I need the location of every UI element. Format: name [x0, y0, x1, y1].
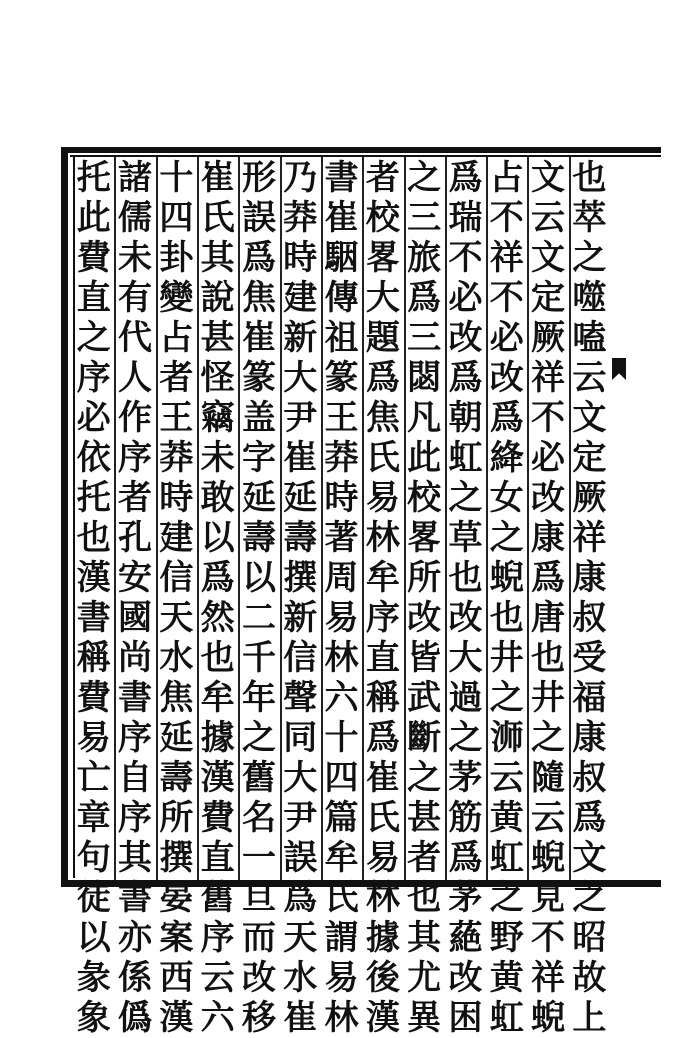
text-column: 乃 莽 時 建 新 大 尹 崔 延 壽 撰 新 信 聲 同 大 尹 誤 爲 天 水 崔 — [283, 158, 318, 1038]
text-column: 崔 氏 其 說 甚 怪 竊 未 敢 以 爲 然 也 牟 據 漢 費 直 舊 序 云 六 — [200, 158, 235, 1038]
text-column: 爲 瑞 不 必 改 爲 朝 虹 之 草 也 改 大 過 之 茅 筋 爲 茅 蕝 改 困 — [448, 158, 483, 1038]
text-column: 者 校 畧 大 題 爲 焦 氏 易 林 牟 序 直 稱 爲 崔 氏 易 林 據 後 漢 — [365, 158, 400, 1038]
text-column: 十 四 卦 變 占 者 王 莽 時 建 信 天 水 焦 延 壽 所 撰 晏 案 西 漢 — [159, 158, 194, 1038]
text-column: 托 此 費 直 之 序 必 依 托 也 漢 書 稱 費 易 亡 章 句 徒 以 彖 象 — [76, 158, 111, 1038]
text-column: 之 三 旅 爲 三 閟 凡 此 校 畧 所 改 皆 武 斷 之 甚 者 也 其 尤 異 — [407, 158, 442, 1038]
frame-inner-top-line — [70, 155, 661, 157]
text-column: 形 誤 爲 焦 崔 篆 盖 字 延 壽 以 二 千 年 之 舊 名 一 旦 而 改 移 — [241, 158, 276, 1038]
text-column: 也 萃 之 噬 嗑 云 文 定 厥 祥 康 叔 受 福 康 叔 爲 文 之 昭 故 上 — [572, 158, 607, 1038]
text-column: 諸 儒 未 有 代 人 作 序 者 孔 安 國 尚 書 序 自 序 其 書 亦 係 僞 — [118, 158, 153, 1038]
text-column: 文 云 文 定 厥 祥 不 必 改 康 爲 唐 也 井 之 隨 云 蜺 見 不 祥 蜺 — [531, 158, 566, 1038]
text-column: 占 不 祥 不 必 改 爲 絳 女 之 蜺 也 井 之 浉 云 黄 虹 之 野 黄 虹 — [489, 158, 524, 1038]
text-column: 書 崔 駰 傳 祖 篆 王 莽 時 著 周 易 林 六 十 四 篇 牟 氏 謂 易 林 — [324, 158, 359, 1038]
